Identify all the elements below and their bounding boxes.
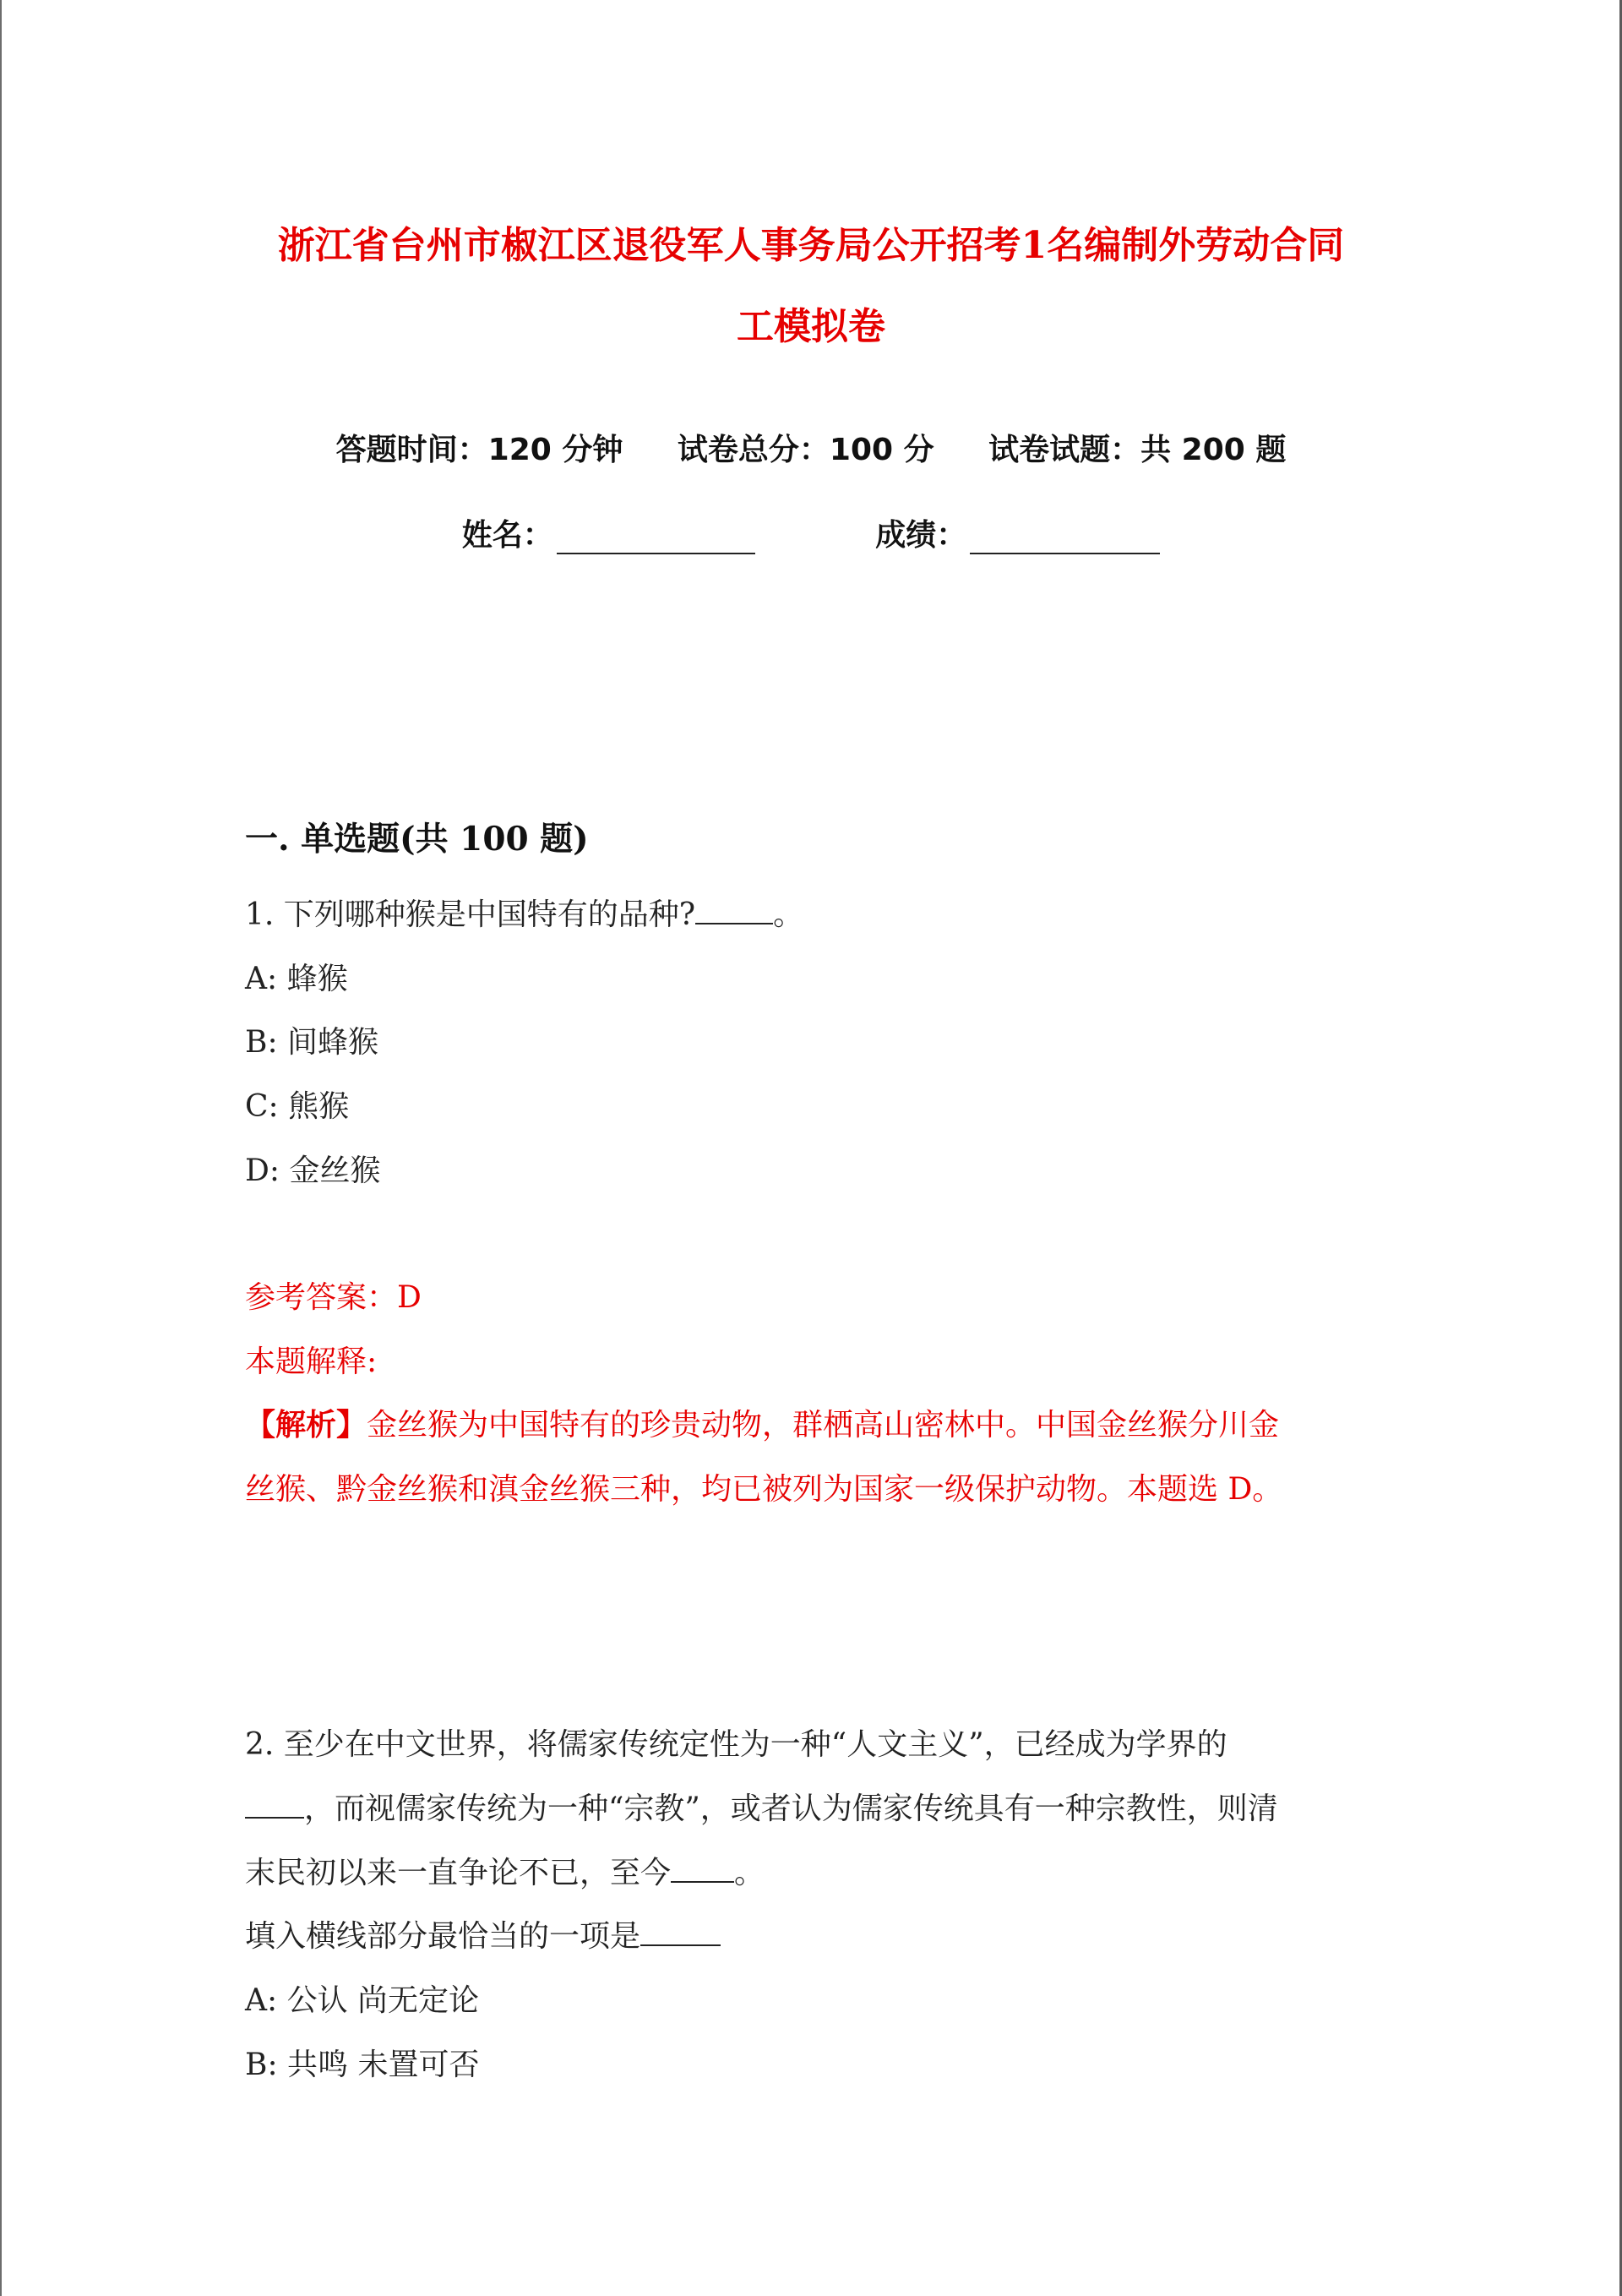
score-blank[interactable] (970, 521, 1160, 554)
explain-tag: 【解析】 (245, 1407, 367, 1442)
question-2-text-3: 末民初以来一直争论不已，至今 (245, 1856, 672, 1890)
question-1-text: 1. 下列哪种猴是中国特有的品种? (245, 897, 696, 932)
score-label: 成绩： (875, 518, 967, 553)
exam-info-row (0, 426, 1622, 469)
question-count: 试卷试题：共 200 题 (988, 433, 1287, 467)
question-2-prompt (245, 1912, 721, 1955)
candidate-info-row (0, 511, 1622, 554)
question-2-stem-line1: 2. 至少在中文世界，将儒家传统定性为一种“人文主义”，已经成为学界的 (245, 1727, 1227, 1762)
question-1-blank (695, 897, 773, 924)
question-1-option-d[interactable]: D: 金丝猴 (245, 1153, 381, 1188)
name-field[interactable] (462, 511, 755, 554)
question-1-explain-line1 (245, 1401, 1279, 1444)
question-2-option-a[interactable]: A: 公认 尚无定论 (245, 1983, 480, 2018)
question-1-stem (245, 891, 803, 934)
page-border-left (0, 0, 2, 2296)
question-1-option-a[interactable]: A: 蜂猴 (245, 962, 348, 996)
question-2-option-b[interactable]: B: 共鸣 未置可否 (245, 2048, 480, 2082)
question-1-explain-line2: 丝猴、黔金丝猴和滇金丝猴三种，均已被列为国家一级保护动物。本题选 D。 (245, 1472, 1283, 1507)
score-field[interactable] (875, 511, 1160, 554)
question-1-option-b[interactable]: B: 间蜂猴 (245, 1025, 379, 1060)
question-2-blank-1 (245, 1792, 304, 1819)
question-2-end: 。 (734, 1856, 765, 1890)
question-2-text-2: ，而视儒家传统为一种“宗教”，或者认为儒家传统具有一种宗教性，则清 (304, 1792, 1278, 1826)
name-label: 姓名： (461, 518, 553, 553)
question-1-answer: 参考答案：D (245, 1280, 422, 1315)
document-title-line2: 工模拟卷 (737, 305, 885, 348)
question-2-prompt-text: 填入横线部分最恰当的一项是 (245, 1919, 641, 1954)
question-2-blank-2 (671, 1856, 734, 1883)
section-heading: 一. 单选题(共 100 题) (245, 820, 589, 859)
question-2-stem-line3 (245, 1849, 765, 1892)
explain-text-1: 金丝猴为中国特有的珍贵动物，群栖高山密林中。中国金丝猴分川金 (367, 1408, 1280, 1442)
name-blank[interactable] (557, 521, 755, 554)
exam-time: 答题时间：120 分钟 (335, 433, 623, 467)
question-1-explain-label: 本题解释: (245, 1344, 378, 1379)
question-2-stem-line2 (245, 1785, 1278, 1828)
question-1-option-c[interactable]: C: 熊猴 (245, 1089, 350, 1124)
question-1-end: 。 (773, 897, 804, 932)
total-score: 试卷总分：100 分 (677, 433, 934, 467)
document-title-line1: 浙江省台州市椒江区退役军人事务局公开招考1名编制外劳动合同 (277, 224, 1345, 267)
question-2-prompt-blank (640, 1919, 721, 1946)
